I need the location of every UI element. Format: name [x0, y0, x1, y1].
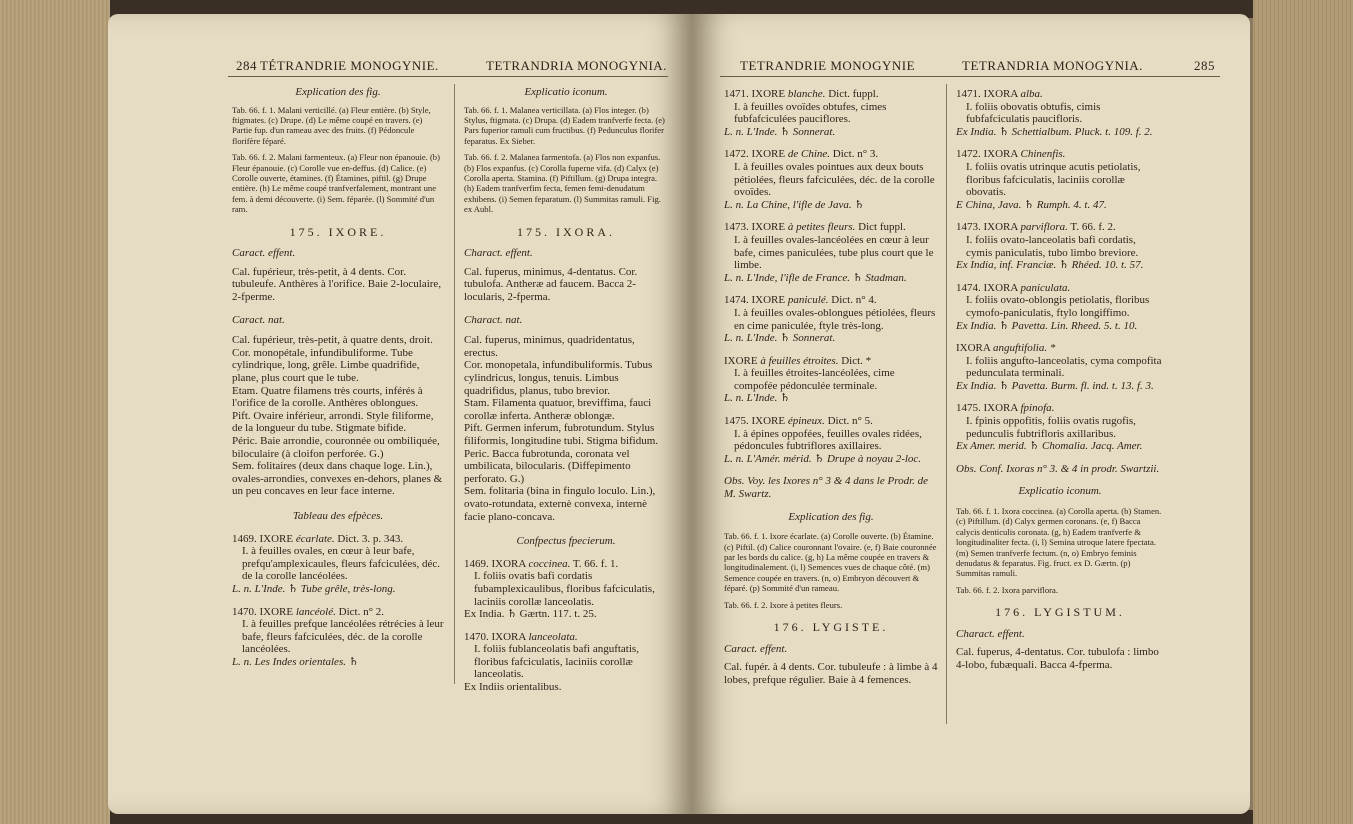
character-line: Cal. fupérieur, très-petit, à quatre dents, droit.	[232, 334, 433, 347]
species-locality: Ex India. ♄ Pavetta. Lin. Rheed. 5. t. 10.	[956, 319, 1138, 332]
species-ref: Dict. fuppl.	[828, 88, 879, 100]
left-fr-column	[232, 86, 444, 678]
species-description: I. foliis ovato-lanceolatis bafi cordatis, cymis paniculatis, tubo limbo breviore.	[966, 233, 1139, 259]
species-description: I. à feuilles ovales, en cœur à leur bafe, prefqu'amplexicaules, fleurs fafciculées, déc. de la corolle lancéolées.	[242, 545, 441, 583]
fig-title: Explication des fig.	[788, 510, 874, 523]
species-epithet: blanche.	[787, 88, 826, 100]
character-natural	[464, 334, 668, 523]
species-epithet: lancéolé.	[295, 605, 336, 618]
running-head-fr-left: TÉTRANDRIE MONOGYNIE.	[260, 58, 439, 73]
species-locality: L. n. L'Inde, l'ifle de France. ♄ Stadman.	[724, 271, 907, 284]
species-locality: L. n. L'Inde. ♄ Tube grêle, très-long.	[232, 582, 396, 595]
right-la-column	[956, 88, 1164, 678]
species-name: IXORE	[259, 605, 294, 618]
fig-text: Tab. 66. f. 1. Ixore écarlate. (a) Corolle ouverte. (b) Étamine. (c) Piftil. (d) Calice couronnant l'ovaire. (e, f) Baie couronnée par les bords du calice. (g, h) La même coupée en travers & longitudinalement. (i, l) Semences vues de chaque côté. (m) Semence coupée en travers. (n, o) Embryon découvert & féparé. (p) Sommité d'un rameau.	[724, 531, 937, 594]
species-entry	[464, 558, 668, 621]
species-number: 1469.	[464, 557, 489, 570]
column-divider	[946, 84, 947, 724]
species-locality: L. n. L'Amér. mérid. ♄ Drupe à noyau 2-loc.	[724, 452, 922, 465]
species-entry	[232, 606, 444, 669]
table-title: Tableau des efpèces.	[292, 509, 384, 522]
species-locality: L. n. La Chine, l'ifle de Java. ♄	[724, 198, 865, 211]
species-number: 1470.	[464, 630, 489, 643]
species-name: IXORA	[491, 557, 526, 570]
species-epithet: anguftifolia. *	[992, 342, 1056, 355]
subheading: Caract. effent.	[232, 247, 296, 260]
species-entry	[956, 221, 1164, 271]
character-text: Cal. fupérieur, très-petit, à 4 dents. Cor. tubuleufe. Anthères à l'orifice. Baie 2-loculaire, 2-fperme.	[232, 265, 442, 304]
fig-title: Explicatio iconum.	[1018, 485, 1102, 498]
subheading: Charact. effent.	[956, 627, 1025, 640]
fig-title: Explication des fig.	[295, 86, 381, 98]
page-number-left: 284	[236, 58, 257, 73]
species-entry	[724, 148, 938, 211]
species-epithet: coccinea.	[528, 557, 571, 570]
species-epithet: parviflora.	[1020, 221, 1068, 234]
species-description: I. à feuilles prefque lancéolées rétrécies à leur bafe, fleurs fafciculées, déc. de la corolle lancéolées.	[242, 618, 444, 656]
species-entry	[956, 402, 1164, 452]
subheading: Charact. nat.	[464, 313, 523, 326]
fig-title: Explicatio iconum.	[524, 86, 608, 98]
species-number: 1471.	[724, 88, 749, 100]
species-entry	[956, 342, 1164, 392]
species-epithet: Chinenfis.	[1020, 148, 1066, 161]
species-entry	[724, 294, 938, 344]
character-line: Pift. Germen inferum, fubrotundum. Stylus filiformis, longitudine tubi. Stigma bifidum.	[464, 422, 659, 447]
species-entry	[232, 533, 444, 596]
species-epithet: épineux.	[787, 415, 825, 428]
character-line: Sem. folitaires (deux dans chaque loge. Lin.), ovales-arrondies, convexes en-dehors, planes & un peu concaves en leur face interne.	[232, 460, 443, 498]
subheading: Charact. effent.	[464, 247, 533, 260]
species-epithet: alba.	[1020, 88, 1043, 100]
species-epithet: paniculé.	[787, 294, 829, 307]
character-text: Cal. fuperus, minimus, 4-dentatus. Cor. tubulofa. Antheræ ad faucem. Bacca 2-locularis, 2-fperma.	[464, 265, 638, 304]
fig-text: Tab. 66. f. 1. Malanea verticillata. (a) Flos integer. (b) Stylus, ftigmata. (c) Drupa. (d) Eadem tranfverfe fecta. (e) Pars fuperior ramuli cum fructibus. (f) Pedunculus florifer feparatus. Ex Sieber.	[464, 104, 665, 146]
species-ref: Dict. n° 4.	[831, 294, 877, 307]
species-number: 1470.	[232, 605, 257, 618]
running-head-fr-right: TETRANDRIE MONOGYNIE	[740, 58, 916, 73]
species-locality: L. n. L'Inde. ♄ Sonnerat.	[724, 332, 836, 345]
species-number: 1469.	[232, 532, 257, 545]
species-locality: Ex India. ♄ Gærtn. 117. t. 25.	[464, 608, 597, 621]
species-number: 1471.	[956, 88, 981, 100]
species-description: I. foliis fublanceolatis bafi anguftatis, floribus fafciculatis, laciniis corollæ lanceolatis.	[474, 643, 639, 681]
right-fr-column	[724, 88, 938, 692]
character-text: Cal. fuperus, 4-dentatus. Cor. tubulofa : limbo 4-lobo, fubæquali. Bacca 4-fperma.	[956, 646, 1159, 672]
species-description: I. à feuilles étroites-lancéolées, cime compofée pédonculée terminale.	[734, 367, 895, 392]
head-rule	[720, 76, 1220, 77]
species-entry	[464, 631, 668, 694]
species-description: I. foliis angufto-lanceolatis, cyma compofita pedunculata terminali.	[966, 354, 1162, 380]
species-number: 1475.	[724, 415, 749, 428]
running-head-la-left: TETRANDRIA MONOGYNIA.	[486, 58, 667, 73]
table-title: Confpectus fpecierum.	[516, 535, 616, 548]
species-description: I. foliis ovatis utrinque acutis petiolatis, floribus fafciculatis, laciniis corollæ obovatis.	[966, 160, 1141, 199]
species-ref: T. 66. f. 1.	[572, 557, 619, 570]
species-name: IXORE	[751, 88, 786, 100]
species-epithet: de Chine.	[787, 148, 831, 161]
species-description: I. à feuilles ovales-lancéolées en cœur à leur bafe, cimes paniculées, tube plus court que le limbe.	[734, 233, 934, 272]
left-la-column	[464, 86, 668, 704]
species-name: IXORA	[983, 148, 1018, 161]
character-line: Péric. Baie arrondie, couronnée ou ombiliquée, biloculaire (à cloifon perforée. G.)	[232, 434, 440, 460]
observation-note: Obs. Voy. les Ixores n° 3 & 4 dans le Prodr. de M. Swartz.	[724, 475, 929, 501]
species-locality: L. n. Les Indes orientales. ♄	[232, 655, 359, 668]
species-name: IXORE	[751, 294, 786, 307]
species-number: 1474.	[956, 281, 981, 294]
genus-heading: 175. IXORE.	[289, 224, 387, 239]
species-entry	[724, 415, 938, 465]
species-name: IXORA	[983, 88, 1018, 100]
species-epithet: à petites fleurs.	[787, 221, 856, 234]
species-description: I. fpinis oppofitis, foliis ovatis rugofis, pedunculis fubtrifloris axillaribus.	[966, 415, 1136, 440]
species-locality: L. n. L'Inde. ♄ Sonnerat.	[724, 125, 836, 138]
species-entry	[724, 355, 938, 405]
species-locality: Ex Indiis orientalibus.	[464, 681, 562, 694]
species-number: 1473.	[956, 221, 981, 234]
species-ref: Dict. n° 5.	[827, 415, 873, 428]
fig-text: Tab. 66. f. 2. Malani farmenteux. (a) Fleur non épanouie. (b) Fleur épanouie. (c) Corolle vue en-deffus. (d) Calice. (e) Corolle ouverte, étamines. (f) Étamines, piftil. (g) Drupe entière. (h) Le même coupé tranfverfalement, montrant une fem. à demi découverte. (i) Sem. féparée. (l) Sommité d'un ram.	[232, 152, 440, 215]
species-locality: Ex India, inf. Franciæ. ♄ Rhéed. 10. t. 57.	[956, 259, 1144, 272]
fig-text: Tab. 66. f. 1. Malani verticillé. (a) Fleur entière. (b) Style, ftigmates. (c) Drupe. (d) Le même coupé en travers. (e) Partie fup. d'un rameau avec des fruits. (f) Pédoncule florifère féparé.	[232, 104, 431, 146]
species-entry	[724, 221, 938, 284]
fig-text: Tab. 66. f. 2. Malanea farmentofa. (a) Flos non expanfus. (b) Flos expanfus. (c) Corolla fuperne vifa. (d) Calyx (e) Corolla aperta. Stamina. (f) Piftillum. (g) Drupa integra. (h) Eadem tranfverfim fecta, femen femi-denudatum exhibens. (i) Semen feparatum. (l) Summitas ramuli. Fig. ex Aubl.	[464, 152, 661, 215]
species-description: I. foliis obovatis obtufis, cimis fubfafciculatis paucifloris.	[966, 100, 1101, 126]
species-description: I. à feuilles ovales-oblongues pétiolées, fleurs en cime paniculée, ftyle très-long.	[734, 306, 936, 332]
species-locality: Ex India. ♄ Schettialbum. Pluck. t. 109. f. 2.	[956, 125, 1153, 138]
species-name: IXORE	[724, 354, 758, 367]
right-page	[692, 14, 1250, 814]
species-number: 1472.	[956, 148, 981, 161]
character-line: Cor. monopétale, infundibuliforme. Tube cylindrique, long, grêle. Limbe quadrifide, plane, plus court que le tube.	[232, 346, 420, 384]
head-rule	[228, 76, 668, 77]
species-description: I. foliis ovatis bafi cordatis fubamplexicaulibus, floribus fafciculatis, laciniis corollæ lanceolatis.	[474, 570, 655, 608]
species-description: I. à feuilles ovoïdes obtufes, cimes fubfafciculées pauciflores.	[734, 100, 887, 126]
species-name: IXORA	[491, 630, 526, 643]
character-line: Cor. monopetala, infundibuliformis. Tubus cylindricus, longus, tenuis. Limbus quadrifidus, planus, tubo brevior.	[464, 359, 653, 397]
species-entry	[956, 148, 1164, 211]
left-page-edges	[0, 0, 110, 824]
species-locality: L. n. L'Inde. ♄	[724, 392, 790, 405]
species-entry	[956, 88, 1164, 138]
fig-text: Tab. 66. f. 2. Ixore à petites fleurs.	[724, 599, 843, 610]
species-description: I. à épines oppofées, feuilles ovales ridées, pédoncules fubtriflores axillaires.	[734, 427, 922, 453]
species-ref: Dict. n° 3.	[832, 148, 879, 161]
species-name: IXORE	[751, 148, 786, 161]
subheading: Caract. nat.	[232, 313, 285, 326]
species-number: 1472.	[724, 148, 749, 161]
species-ref: Dict. n° 2.	[338, 605, 384, 618]
character-line: Cal. fuperus, minimus, quadridentatus, erectus.	[464, 334, 635, 359]
species-name: IXORE	[751, 221, 786, 234]
column-divider	[454, 84, 455, 684]
character-text: Cal. fupér. à 4 dents. Cor. tubuleufe : à limbe à 4 lobes, prefque régulier. Baie à 4 femences.	[724, 661, 938, 686]
species-ref: T. 66. f. 2.	[1070, 221, 1116, 234]
fig-text: Tab. 66. f. 1. Ixora coccinea. (a) Corolla aperta. (b) Stamen. (c) Piftillum. (d) Calyx germen coronans. (e, f) Bacca calycis denticulis coronata. (g, h) Eadem tranfverfe & longitudinaliter fecta. (i, l) Semina utroque latere fpectata. (m) Semen tranfverfe fectum. (n, o) Embryo feminis denudatus & feparatus. Fig. fruct. ex D. Gærtn. (p) Summitas ramuli.	[956, 506, 1162, 579]
species-name: IXORA	[956, 342, 991, 355]
species-name: IXORE	[751, 415, 786, 428]
species-locality: Ex India. ♄ Pavetta. Burm. fl. ind. t. 13. f. 3.	[956, 379, 1154, 392]
species-description: I. foliis ovato-oblongis petiolatis, floribus cymofo-paniculatis, ftylo longiffimo.	[966, 294, 1150, 319]
species-locality: E China, Java. ♄ Rumph. 4. t. 47.	[956, 198, 1107, 211]
species-name: IXORA	[983, 221, 1018, 234]
subheading: Caract. effent.	[724, 642, 788, 655]
character-line: Peric. Bacca fubrotunda, coronata vel umbilicata, bilocularis. (Diffepimento perforato. G.)	[464, 447, 631, 485]
species-epithet: paniculata.	[1020, 281, 1071, 294]
page-number-right: 285	[1194, 58, 1215, 73]
species-ref: Dict. *	[841, 354, 872, 367]
species-name: IXORE	[259, 532, 294, 545]
species-number: 1474.	[724, 294, 749, 307]
character-line: Etam. Quatre filamens très courts, inférés à l'orifice de la corolle. Anthères oblongues.	[232, 384, 423, 410]
species-name: IXORA	[983, 402, 1018, 415]
species-entry	[956, 282, 1164, 332]
character-natural	[232, 334, 444, 498]
genus-heading: 176. LYGISTUM.	[995, 605, 1125, 620]
species-locality: Ex Amer. merid. ♄ Chomalia. Jacq. Amer.	[956, 440, 1143, 453]
running-head-la-right: TETRANDRIA MONOGYNIA.	[962, 58, 1143, 73]
species-number: 1473.	[724, 221, 749, 234]
species-name: IXORA	[983, 281, 1018, 294]
species-epithet: fpinofa.	[1020, 402, 1055, 415]
character-line: Stam. Filamenta quatuor, breviffima, fauci corollæ inferta. Antheræ oblongæ.	[464, 397, 652, 422]
species-epithet: à feuilles étroites.	[760, 354, 839, 367]
species-ref: Dict fuppl.	[858, 221, 906, 234]
species-epithet: lanceolata.	[528, 630, 578, 643]
genus-heading: 175. IXORA.	[517, 224, 615, 239]
species-entry	[724, 88, 938, 138]
species-epithet: écarlate.	[295, 532, 335, 545]
left-page	[108, 14, 692, 814]
right-page-edges	[1253, 0, 1353, 824]
character-line: Pift. Ovaire inférieur, arrondi. Style filiforme, de la longueur du tube. Stigmate bifide.	[232, 409, 434, 435]
character-line: Sem. folitaria (bina in fingulo loculo. Lin.), ovato-rotundata, externè convexa, internè facie plano-concava.	[464, 485, 656, 523]
species-number: 1475.	[956, 402, 981, 415]
fig-text: Tab. 66. f. 2. Ixora parviflora.	[956, 584, 1059, 595]
species-ref: Dict. 3. p. 343.	[337, 532, 404, 545]
species-description: I. à feuilles ovales pointues aux deux bouts pétiolées, fleurs fafciculées, déc. de la corolle ovoïdes.	[734, 160, 935, 199]
genus-heading: 176. LYGISTE.	[773, 620, 889, 635]
observation-note: Obs. Conf. Ixoras n° 3. & 4 in prodr. Swartzii.	[956, 462, 1160, 475]
